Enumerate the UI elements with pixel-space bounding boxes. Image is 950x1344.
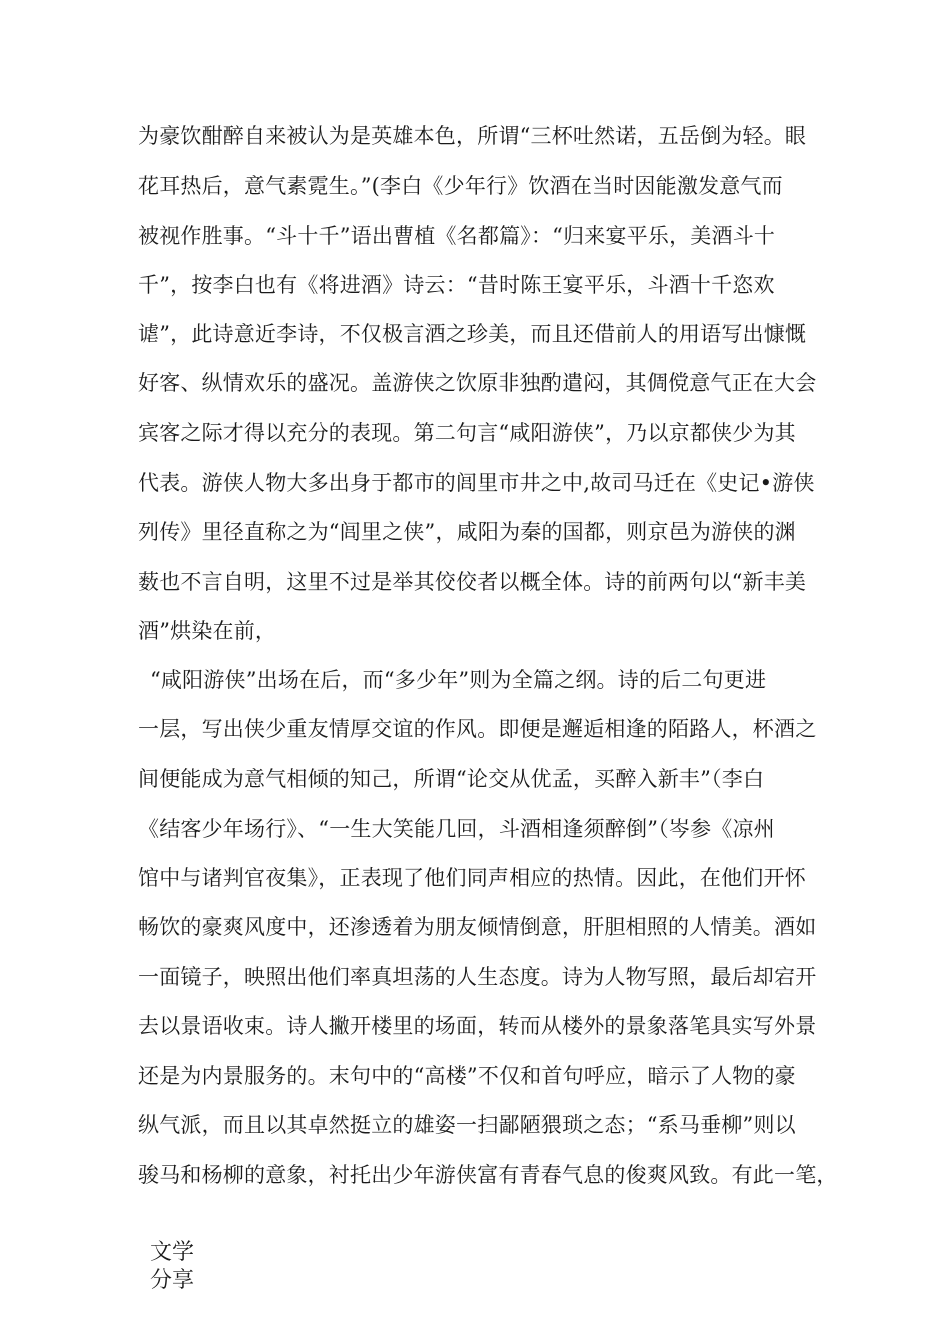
text-line: 间便能成为意气相倾的知己，所谓“论交从优孟，买醉入新丰”（李白 [138,767,765,791]
text-line: 薮也不言自明，这里不过是举其佼佼者以概全体。诗的前两句以“新丰美 [138,570,807,594]
text-line: 一面镜子，映照出他们率真坦荡的人生态度。诗为人物写照，最后却宕开 [138,965,817,989]
text-line: 为豪饮酣醉自来被认为是英雄本色，所谓“三杯吐然诺，五岳倒为轻。眼 [138,124,807,148]
text-line: 谑”，此诗意近李诗，不仅极言酒之珍美，而且还借前人的用语写出慷慨 [138,322,807,346]
text-line: 列传》里径直称之为“闾里之侠”，咸阳为秦的国都，则京邑为游侠的渊 [138,520,796,544]
text-line: 花耳热后，意气素霓生。”(李白《少年行》饮酒在当时因能激发意气而 [138,174,783,198]
text-line: 一层，写出侠少重友情厚交谊的作风。即便是邂逅相逢的陌路人，杯酒之 [138,717,817,741]
text-line: 千”，按李白也有《将进酒》诗云：“昔时陈王宴平乐，斗酒十千恣欢 [138,273,775,297]
footer-line-1: 文学 [150,1240,195,1265]
footer-label [150,1239,194,1295]
text-line: 畅饮的豪爽风度中，还渗透着为朋友倾情倒意，肝胆相照的人情美。酒如 [138,915,817,939]
text-line: 纵气派，而且以其卓然挺立的雄姿一扫鄙陋猥琐之态；“系马垂柳”则以 [138,1113,796,1137]
text-line: 被视作胜事。“斗十千”语出曹植《名都篇》：“归来宴平乐，美酒斗十 [138,224,776,248]
text-line: 宾客之际才得以充分的表现。第二句言“咸阳游侠”，乃以京都侠少为其 [138,421,796,445]
text-line: 去以景语收束。诗人撇开楼里的场面，转而从楼外的景象落笔具实写外景 [138,1014,817,1038]
text-line: 还是为内景服务的。末句中的“高楼”不仅和首句呼应，暗示了人物的豪 [138,1064,796,1088]
text-line: 代表。游侠人物大多出身于都市的闾里市井之中,故司马迁在《史记•游侠 [138,471,815,495]
text-line: 好客、纵情欢乐的盛况。盖游侠之饮原非独酌遣闷，其倜傥意气正在大会 [138,371,817,395]
text-line: 馆中与诸判官夜集》，正表现了他们同声相应的热情。因此，在他们开怀 [138,866,806,890]
paragraph-first-line: “咸阳游侠”出场在后，而“多少年”则为全篇之纲。诗的后二句更进 [150,668,767,692]
text-line: 骏马和杨柳的意象，衬托出少年游侠富有青春气息的俊爽风致。有此一笔， [138,1163,838,1187]
footer-line-2: 分享 [150,1268,195,1293]
text-line: 酒”烘染在前， [138,619,277,643]
text-line: 《结客少年场行》、“一生大笑能几回，斗酒相逢须醉倒”（岑参《凉州 [138,817,775,841]
